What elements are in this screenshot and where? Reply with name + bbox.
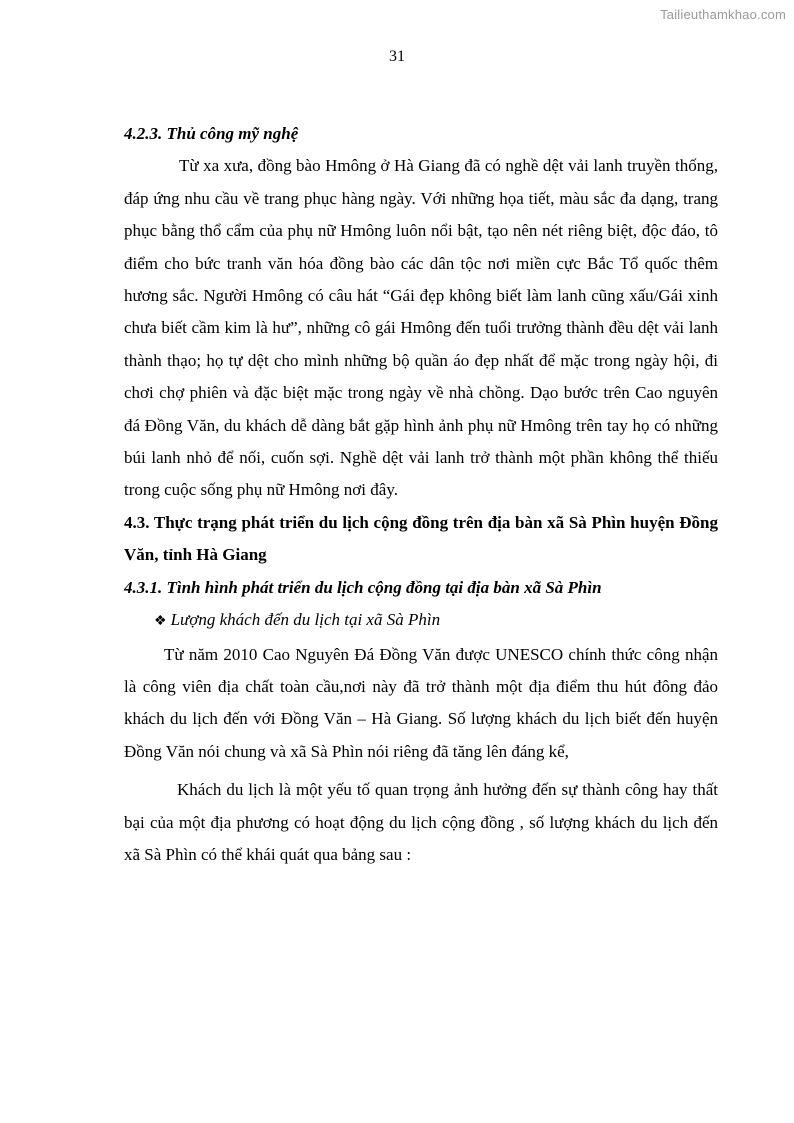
section-heading-4-3-1: 4.3.1. Tình hình phát triển du lịch cộng đồng tại địa bàn xã Sà Phìn	[124, 577, 602, 597]
paragraph-handicraft: Từ xa xưa, đồng bào Hmông ở Hà Giang đã có nghề dệt vải lanh truyền thống, đáp ứng nhu cầu về trang phục hàng ngày. Với những họa tiết, màu sắc đa dạng, trang phục bằng thổ cẩm của phụ nữ Hmông luôn nổi bật, tạo nên nét riêng biệt, độc đáo, tô điểm cho bức tranh văn hóa đồng bào các dân tộc nơi miền cực Bắc Tổ quốc thêm hương sắc. Người Hmông có câu hát “Gái đẹp không biết làm lanh cũng xấu/Gái xinh chưa biết cầm kim là hư”, những cô gái Hmông đến tuổi trưởng thành đều dệt vải lanh thành thạo; họ tự dệt cho mình những bộ quần áo đẹp nhất để mặc trong ngày hội, đi chơi chợ phiên và đặc biệt mặc trong ngày về nhà chồng. Dạo bước trên Cao nguyên đá Đồng Văn, du khách dễ dàng bắt gặp hình ảnh phụ nữ Hmông trên tay họ có những búi lanh nhỏ để nối, cuốn sợi. Nghề dệt vải lanh trở thành một phần không thể thiếu trong cuộc sống phụ nữ Hmông nơi đây.	[124, 156, 718, 500]
diamond-bullet-icon: ❖	[154, 614, 167, 630]
watermark-text: Tailieuthamkhao.com	[660, 7, 786, 22]
section-heading-4-3: 4.3. Thực trạng phát triển du lịch cộng đồng trên địa bàn xã Sà Phìn huyện Đồng Văn, tỉnh Hà Giang	[124, 512, 718, 565]
bullet-item-visitors	[124, 604, 718, 638]
paragraph-unesco: Từ năm 2010 Cao Nguyên Đá Đồng Văn được UNESCO chính thức công nhận là công viên địa chất toàn cầu,nơi này đã trở thành một địa điểm thu hút đông đảo khách du lịch đến với Đồng Văn – Hà Giang. Số lượng khách du lịch biết đến huyện Đồng Văn nói chung và xã Sà Phìn nói riêng đã tăng lên đáng kể,	[124, 644, 718, 761]
page-number: 31	[389, 48, 405, 65]
paragraph-visitors-importance: Khách du lịch là một yếu tố quan trọng ảnh hưởng đến sự thành công hay thất bại của một địa phương có hoạt động du lịch cộng đồng , số lượng khách du lịch đến xã Sà Phìn có thể khái quát qua bảng sau :	[124, 780, 718, 864]
bullet-item-label: Lượng khách đến du lịch tại xã Sà Phìn	[170, 610, 441, 630]
section-heading-4-2-3: 4.2.3. Thủ công mỹ nghệ	[124, 124, 299, 143]
document-body	[124, 118, 718, 871]
